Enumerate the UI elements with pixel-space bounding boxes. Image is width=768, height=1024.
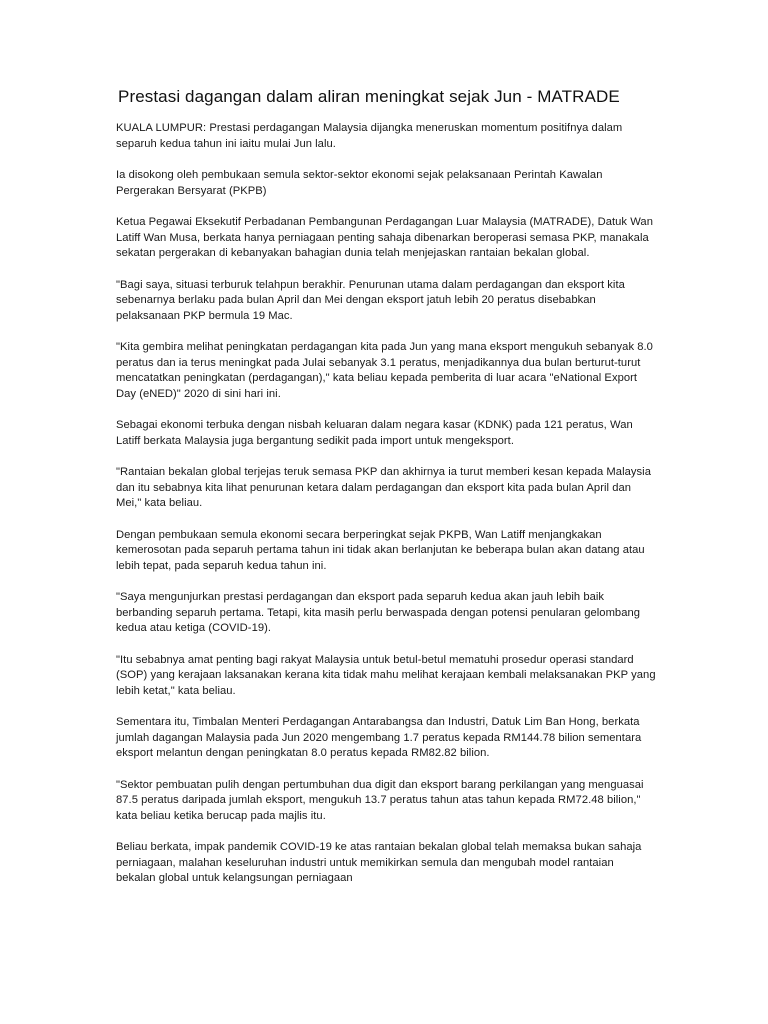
paragraph-12: "Sektor pembuatan pulih dengan pertumbuhan dua digit dan eksport barang perkilangan yang menguasai 87.5 peratus daripada jumlah eksport, mengukuh 13.7 peratus tahun atas tahun kepada RM72.48 bilion," kata beliau ketika berucap pada majlis itu. [116, 778, 644, 822]
paragraph-11: Sementara itu, Timbalan Menteri Perdagangan Antarabangsa dan Industri, Datuk Lim Ban Hong, berkata jumlah dagangan Malaysia pada Jun 2020 mengembang 1.7 peratus kepada RM144.78 bilion sementara eksport melantun dengan peningkatan 8.0 peratus kepada RM82.82 bilion. [116, 716, 642, 759]
paragraph-9: "Saya mengunjurkan prestasi perdagangan dan eksport pada separuh kedua akan jauh lebih baik berbanding separuh pertama. Tetapi, kita masih perlu berwaspada dengan potensi penularan gelombang kedua atau ketiga (COVID-19). [116, 591, 641, 634]
paragraph-5: "Kita gembira melihat peningkatan perdagangan kita pada Jun yang mana eksport mengukuh sebanyak 8.0 peratus dan ia terus meningkat pada Julai sebanyak 3.1 peratus, menjadikannya dua bulan berturut-turut mencatatkan peningkatan (perdagangan)," kata beliau kepada pemberita di luar acara "eNational Export Day (eNED)" 2020 di sini hari ini. [116, 341, 653, 400]
paragraph-4: "Bagi saya, situasi terburuk telahpun berakhir. Penurunan utama dalam perdagangan dan eksport kita sebenarnya berlaku pada bulan April dan Mei dengan eksport jatuh lebih 20 peratus disebabkan pelaksanaan PKP bermula 19 Mac. [116, 278, 625, 322]
paragraph-7: "Rantaian bekalan global terjejas teruk semasa PKP dan akhirnya ia turut memberi kesan kepada Malaysia dan itu sebabnya kita lihat penurunan ketara dalam perdagangan dan eksport kita pada bulan April dan Mei," kata beliau. [116, 466, 651, 509]
paragraph-6: Sebagai ekonomi terbuka dengan nisbah keluaran dalam negara kasar (KDNK) pada 121 peratus, Wan Latiff berkata Malaysia juga bergantung sedikit pada import untuk mengeksport. [116, 419, 633, 447]
paragraph-1: KUALA LUMPUR: Prestasi perdagangan Malaysia dijangka meneruskan momentum positifnya dalam separuh kedua tahun ini iaitu mulai Jun lalu. [116, 122, 623, 150]
article-body [116, 121, 656, 903]
paragraph-3: Ketua Pegawai Eksekutif Perbadanan Pembangunan Perdagangan Luar Malaysia (MATRADE), Datuk Wan Latiff Wan Musa, berkata hanya perniagaan penting sahaja dibenarkan beroperasi semasa PKP, manakala sekatan pergerakan di kebanyakan bahagian dunia telah menjejaskan rantaian bekalan global. [116, 216, 653, 259]
paragraph-10: "Itu sebabnya amat penting bagi rakyat Malaysia untuk betul-betul mematuhi prosedur operasi standard (SOP) yang kerajaan laksanakan kerana kita tidak mahu melihat kerajaan kembali melaksanakan PKP yang lebih ketat," kata beliau. [116, 653, 656, 697]
paragraph-13: Beliau berkata, impak pandemik COVID-19 ke atas rantaian bekalan global telah memaksa bukan sahaja perniagaan, malahan keseluruhan industri untuk memikirkan semula dan mengubah model rantaian bekalan global untuk kelangsungan perniagaan [116, 841, 642, 884]
article-title: Prestasi dagangan dalam aliran meningkat sejak Jun - MATRADE [118, 87, 620, 106]
paragraph-8: Dengan pembukaan semula ekonomi secara berperingkat sejak PKPB, Wan Latiff menjangkakan kemerosotan pada separuh pertama tahun ini tidak akan berlanjutan ke beberapa bulan akan datang atau lebih tepat, pada separuh kedua tahun ini. [116, 528, 645, 572]
paragraph-2: Ia disokong oleh pembukaan semula sektor-sektor ekonomi sejak pelaksanaan Perintah Kawalan Pergerakan Bersyarat (PKPB) [116, 169, 603, 197]
